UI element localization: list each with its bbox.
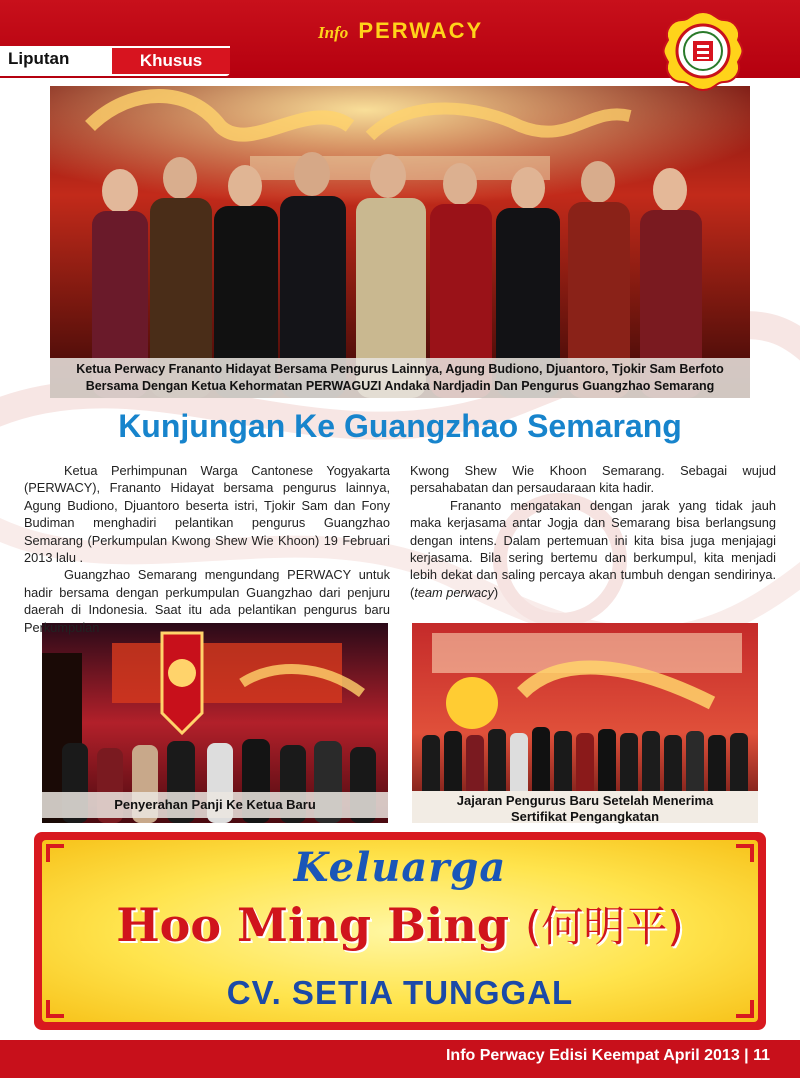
flag-handover-caption: Penyerahan Panji Ke Ketua Baru [42,792,388,818]
new-board-caption [412,792,758,826]
article-column-left [24,462,390,636]
ad-family-name [42,894,758,954]
article-paragraph-text: Frananto mengatakan dengan jarak yang tidak jauh maka kerjasama antar Jogja dan Semarang bisa berlangsung dengan intens. Dalam pertemuan ini kita bisa juga menjajagi kerjasama. Bila sering bertemu dan berkumpul, kita menjadi lebih dekat dan saling percaya akan tumbuh dengan sendirinya. ( [410,497,776,600]
section-label: Liputan [8,49,70,68]
article-credit: team perwacy [414,584,494,600]
footer-bar [0,1040,800,1078]
main-photo-caption [50,358,750,398]
article-paragraph-end: ) [493,584,499,600]
article-body [24,462,776,636]
article-paragraph: Guangzhao Semarang mengundang PERWACY untuk hadir bersama dengan perkumpulan Guangzhao dari penjuru daerah di Indonesia. Saat itu ada pelantikan pengurus baru Perkumpulan [24,567,390,635]
section-badge: Khusus [112,48,230,74]
main-caption-line2: Bersama Dengan Ketua Kehormatan PERWAGUZI Andaka Nardjadin Dan Pengurus Guangzhao Semarang [85,379,715,393]
article-paragraph: Kwong Shew Wie Khoon Semarang. Sebagai wujud persahabatan dan persaudaraan kita hadir. [410,463,776,496]
ad-keluarga-text: Keluarga [293,844,507,891]
ad-name-chinese: (何明平) [525,902,684,951]
article-paragraph [410,497,776,601]
footer-edition-text: Info Perwacy Edisi Keempat April 2013 | 11 [445,1047,770,1064]
advertisement-panel [42,840,758,1022]
ad-company-name: CV. SETIA TUNGGAL [226,974,574,1011]
brand-info: Info [318,23,349,42]
article-headline: Kunjungan Ke Guangzhao Semarang [118,408,682,444]
ad-name-latin: Hoo Ming Bing [116,898,510,952]
new-board-caption-line2: Sertifikat Pengangkatan [510,809,660,824]
brand-name: PERWACY [358,18,484,43]
magazine-brand [318,18,483,44]
advertisement-frame [34,832,766,1030]
main-caption-line1: Ketua Perwacy Frananto Hidayat Bersama Pengurus Lainnya, Agung Budiono, Djuantoro, Tjokir Sam Berfoto [76,362,724,376]
new-board-caption-line1: Jajaran Pengurus Baru Setelah Menerima [456,793,714,808]
perwacy-logo-icon [662,10,744,92]
article-column-right [410,462,776,636]
article-paragraph: Ketua Perhimpunan Warga Cantonese Yogyakarta (PERWACY), Frananto Hidayat bersama pengurus lainnya, Agung Budiono, Djuantoro beserta istri, Tjokir Sam dan Fony Budiman menghadiri pelantikan pengurus Guangzhao Semarang (Perkumpulan Kwong Shew Wie Khoon) 19 Februari 2013 lalu . [24,463,390,566]
main-group-photo [50,86,750,398]
